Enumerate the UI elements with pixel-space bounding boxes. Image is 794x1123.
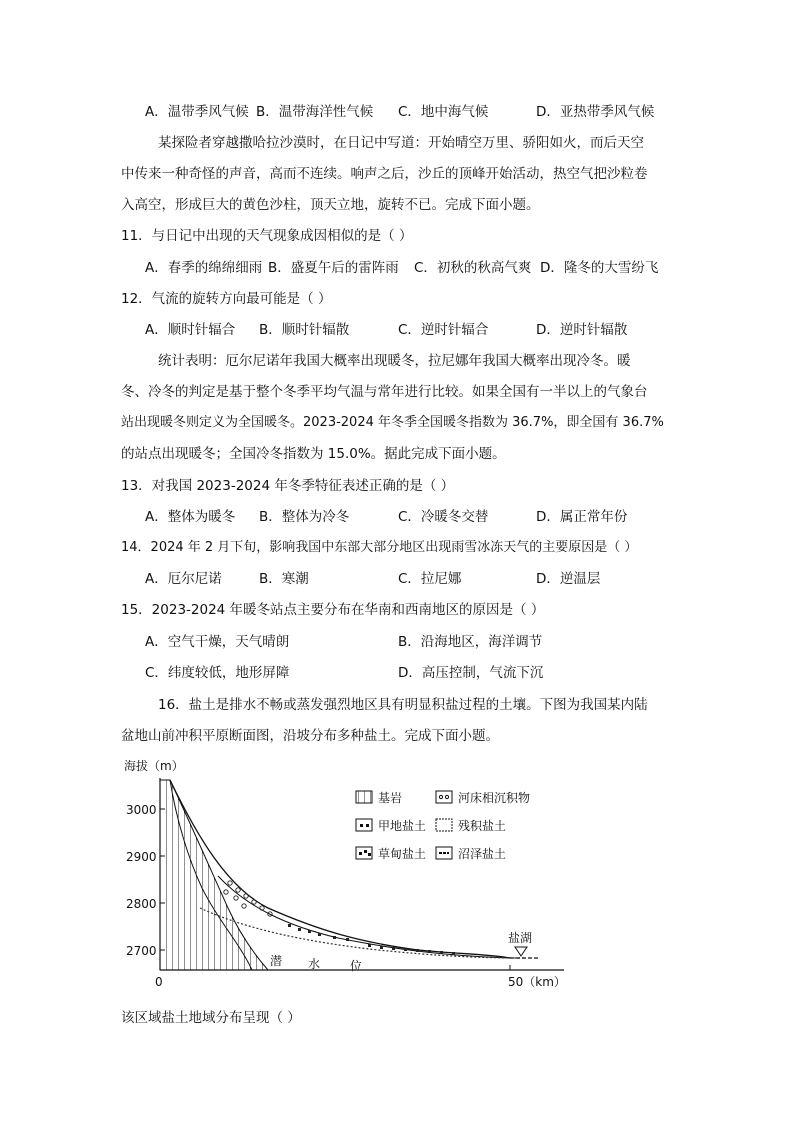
salt-lake-label: 盐湖 <box>508 931 533 945</box>
q12-stem: 12．气流的旋转方向最可能是（ ） <box>121 291 332 307</box>
passage-line: 中传来一种奇怪的声音，高而不连续。响声之后，沙丘的顶峰开始活动，热空气把沙粒卷 <box>121 166 648 182</box>
q10-option-c[interactable]: C．地中海气候 <box>398 104 489 120</box>
passage-line: 入高空，形成巨大的黄色沙柱，顶天立地，旋转不已。完成下面小题。 <box>121 197 540 213</box>
q10-option-a[interactable]: A．温带季风气候 <box>145 104 249 120</box>
legend-label: 沼泽盐土 <box>458 847 507 861</box>
legend-label: 基岩 <box>378 791 403 805</box>
legend <box>356 790 530 861</box>
q13-option-b[interactable]: B．整体为冷冬 <box>259 509 350 525</box>
q10-option-d[interactable]: D．亚热带季风气候 <box>536 104 655 120</box>
passage-line: 站出现暖冬则定义为全国暖冬。2023-2024 年冬季全国暖冬指数为 36.7%，即全国有 36.7% <box>121 415 664 430</box>
q13-stem: 13．对我国 2023-2024 年冬季特征表述正确的是（ ） <box>121 478 455 494</box>
q13-option-c[interactable]: C．冷暖冬交替 <box>398 509 489 525</box>
q14-stem: 14．2024 年 2 月下旬，影响我国中东部大部分地区出现雨雪冰冻天气的主要原因是（ ） <box>121 540 638 555</box>
bedrock <box>160 780 268 970</box>
y-axis-label: 海拔（m） <box>124 759 184 773</box>
x-tick-label: 0 <box>155 975 163 989</box>
q12-option-b[interactable]: B．顺时针辐散 <box>259 322 350 338</box>
river-bed-deposits <box>224 881 272 916</box>
y-tick-label: 2700 <box>126 944 157 958</box>
legend-label: 甲地盐土 <box>378 819 427 833</box>
passage-line: 某探险者穿越撒哈拉沙漠时，在日记中写道：开始晴空万里、骄阳如火，而后天空 <box>158 135 644 151</box>
q14-option-d[interactable]: D．逆温层 <box>536 571 601 587</box>
q11-option-b[interactable]: B．盛夏午后的雷阵雨 <box>268 260 399 276</box>
q14-option-a[interactable]: A．厄尔尼诺 <box>145 571 222 587</box>
y-tick-label: 2800 <box>126 897 157 911</box>
q13-option-a[interactable]: A．整体为暖冬 <box>145 509 236 525</box>
passage-line: 盆地山前冲积平原断面图，沿坡分布多种盐土。完成下面小题。 <box>121 728 499 744</box>
q15-option-b[interactable]: B．沿海地区，海洋调节 <box>398 634 543 650</box>
q15-option-a[interactable]: A．空气干燥，天气晴朗 <box>145 634 290 650</box>
water-table-label: 水 <box>308 957 321 971</box>
water-table-label: 位 <box>350 959 363 973</box>
y-tick-label: 3000 <box>126 803 157 817</box>
q16-stem: 该区域盐土地域分布呈现（ ） <box>121 1010 301 1026</box>
passage-line: 冬、冷冬的判定是基于整个冬季平均气温与常年进行比较。如果全国有一半以上的气象台 <box>121 384 648 400</box>
q10-option-b[interactable]: B．温带海洋性气候 <box>256 104 374 120</box>
q15-stem: 15．2023-2024 年暖冬站点主要分布在华南和西南地区的原因是（ ） <box>121 602 545 618</box>
legend-label: 残积盐土 <box>458 819 507 833</box>
y-tick-label: 2900 <box>126 850 157 864</box>
x-tick-label: 50（km） <box>508 975 566 989</box>
legend-label: 河床相沉积物 <box>458 791 531 805</box>
salt-soil-marks <box>288 924 455 955</box>
q12-option-d[interactable]: D．逆时针辐散 <box>536 322 628 338</box>
q11-option-c[interactable]: C．初秋的秋高气爽 <box>414 260 532 276</box>
q12-option-a[interactable]: A．顺时针辐合 <box>145 322 236 338</box>
salt-lake-icon <box>515 947 527 956</box>
q15-option-d[interactable]: D．高压控制，气流下沉 <box>398 665 544 681</box>
passage-line: 16．盐土是排水不畅或蒸发强烈地区具有明显积盐过程的土壤。下图为我国某内陆 <box>158 697 648 713</box>
q14-option-b[interactable]: B．寒潮 <box>259 571 309 587</box>
q11-option-d[interactable]: D．隆冬的大雪纷飞 <box>540 260 659 276</box>
q12-option-c[interactable]: C．逆时针辐合 <box>398 322 489 338</box>
legend-label: 草甸盐土 <box>378 847 427 861</box>
q13-option-d[interactable]: D．属正常年份 <box>536 509 628 525</box>
q11-option-a[interactable]: A．春季的绵绵细雨 <box>145 260 263 276</box>
q15-option-c[interactable]: C．纬度较低，地形屏障 <box>145 665 290 681</box>
q14-option-c[interactable]: C．拉尼娜 <box>398 571 462 587</box>
q11-stem: 11．与日记中出现的天气现象成因相似的是（ ） <box>121 228 413 244</box>
cross-section-figure <box>118 758 580 994</box>
passage-line: 统计表明：厄尔尼诺年我国大概率出现暖冬，拉尼娜年我国大概率出现冷冬。暖 <box>158 353 631 369</box>
water-table-label: 潜 <box>270 954 283 968</box>
passage-line: 的站点出现暖冬；全国冷冬指数为 15.0%。据此完成下面小题。 <box>121 446 506 462</box>
